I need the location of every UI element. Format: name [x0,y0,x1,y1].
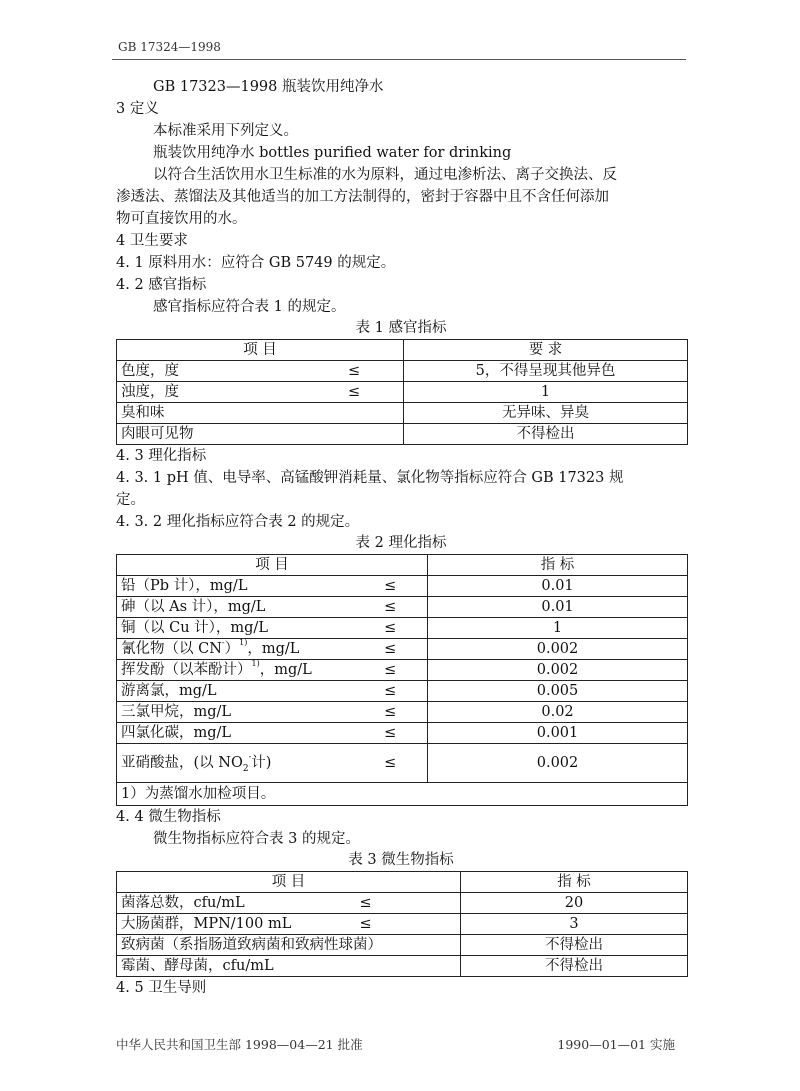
table-cell-operator: ≤ [354,744,428,783]
term-definition-heading: 瓶装饮用纯净水 bottles purified water for drinking [153,145,512,161]
table-2-physicochemical [116,554,688,806]
table-cell-operator: ≤ [354,639,428,660]
table-header-row [117,340,688,361]
definition-text-line-1: 以符合生活饮用水卫生标准的水为原料，通过电渗析法、离子交换法、反 [153,167,617,183]
table-1-caption: 表 1 感官指标 [355,320,447,336]
table-cell-item: 浊度，度 ≤ [117,382,404,403]
table-header-index: 指 标 [428,555,688,576]
section-4-2: 4. 2 感官指标 [116,277,207,293]
table-cell-operator: ≤ [354,914,461,935]
table-3-caption: 表 3 微生物指标 [348,852,454,868]
table-cell-value: 0.001 [428,723,688,744]
table-cell-value: 0.01 [428,576,688,597]
table-cell-value: 0.002 [428,660,688,681]
document-body [116,76,686,999]
table-row [117,382,688,403]
table-cell-value: 0.005 [428,681,688,702]
table-header-row [117,555,688,576]
section-4-4: 4. 4 微生物指标 [116,809,221,825]
table-2-caption: 表 2 理化指标 [355,535,447,551]
approval-footer: 中华人民共和国卫生部 1998—04—21 批准 [116,1037,363,1052]
table-row [117,681,688,702]
table-row [117,618,688,639]
table-row [117,702,688,723]
table-cell-value: 1 [428,618,688,639]
table-cell-item: 亚硝酸盐，(以 $NO_2^-$计) [117,744,354,783]
table-cell-value: 无异味、异臭 [404,403,688,424]
table-cell-item: 色度，度 ≤ [117,361,404,382]
table-row [117,914,688,935]
document-code-header: GB 17324—1998 [118,40,221,54]
section-4-1: 4. 1 原料用水：应符合 GB 5749 的规定。 [116,255,396,271]
table-3-microbiological [116,871,688,977]
table-header-item: 项 目 [117,555,428,576]
table-cell-operator: ≤ [354,893,461,914]
definition-text-line-2: 渗透法、蒸馏法及其他适当的加工方法制得的，密封于容器中且不含任何添加 [116,189,609,205]
table-cell-operator: ≤ [354,618,428,639]
table-row [117,744,688,783]
table-cell-item: 菌落总数，cfu/mL [117,893,354,914]
table-row [117,639,688,660]
table-cell-value: 0.01 [428,597,688,618]
table-cell-operator: ≤ [354,702,428,723]
table-header-row [117,872,688,893]
table-header-item: 项 目 [117,340,404,361]
table-cell-value: 20 [461,893,688,914]
section-4-2-text: 感官指标应符合表 1 的规定。 [153,299,346,315]
table-cell-operator: ≤ [354,597,428,618]
table-row [117,935,688,956]
table-row [117,893,688,914]
table-cell-value: 不得检出 [461,956,688,977]
table-cell-item: 氰化物（以 CN-）$^{1)}$，mg/L [117,639,354,660]
section-3-intro: 本标准采用下列定义。 [153,123,298,139]
header-rule [112,59,686,60]
table-cell-item: 铅（Pb 计），mg/L [117,576,354,597]
table-header-index: 指 标 [461,872,688,893]
table-cell-item: 肉眼可见物 [117,424,404,445]
table-cell-item: 臭和味 [117,403,404,424]
table-cell-operator: ≤ [354,576,428,597]
table-cell-item: 游离氯，mg/L [117,681,354,702]
implementation-footer: 1990—01—01 实施 [557,1037,675,1052]
section-4-title: 4 卫生要求 [116,233,188,249]
definition-text-line-3: 物可直接饮用的水。 [116,211,247,227]
table-footnote: 1）为蒸馏水加检项目。 [117,783,688,806]
table-cell-value: 不得检出 [404,424,688,445]
table-row [117,403,688,424]
table-cell-value: 1 [404,382,688,403]
table-cell-value: 不得检出 [461,935,688,956]
table-1-sensory [116,339,688,445]
section-4-3-2: 4. 3. 2 理化指标应符合表 2 的规定。 [116,514,360,530]
section-4-3: 4. 3 理化指标 [116,448,207,464]
table-cell-item: 铜（以 Cu 计），mg/L [117,618,354,639]
table-cell-value: 3 [461,914,688,935]
table-cell-value: 0.002 [428,639,688,660]
table-cell-operator: ≤ [354,660,428,681]
table-header-requirement: 要 求 [404,340,688,361]
table-cell-item: 三氯甲烷，mg/L [117,702,354,723]
table-cell-operator: ≤ [354,681,428,702]
table-cell-item: 挥发酚（以苯酚计）$^{1)}$，mg/L [117,660,354,681]
table-cell-operator: ≤ [354,723,428,744]
table-cell-item: 致病菌（系指肠道致病菌和致病性球菌） [117,935,461,956]
table-row [117,361,688,382]
table-row [117,660,688,681]
table-footnote-row [117,783,688,806]
table-cell-item: 霉菌、酵母菌，cfu/mL [117,956,461,977]
reference-standard: GB 17323—1998 瓶装饮用纯净水 [153,79,384,95]
table-cell-value: 0.002 [428,744,688,783]
table-row [117,576,688,597]
table-row [117,723,688,744]
section-3-title: 3 定义 [116,101,159,117]
section-4-3-1-line-1: 4. 3. 1 pH 值、电导率、高锰酸钾消耗量、氯化物等指标应符合 GB 17323 规 [116,470,624,486]
table-row [117,597,688,618]
section-4-4-text: 微生物指标应符合表 3 的规定。 [153,831,360,847]
section-4-3-1-line-2: 定。 [116,492,145,508]
table-cell-item: 四氯化碳，mg/L [117,723,354,744]
table-cell-value: 0.02 [428,702,688,723]
table-cell-item: 大肠菌群，MPN/100 mL [117,914,354,935]
table-cell-item: 砷（以 As 计），mg/L [117,597,354,618]
table-row [117,956,688,977]
table-row [117,424,688,445]
table-cell-value: 5，不得呈现其他异色 [404,361,688,382]
section-4-5: 4. 5 卫生导则 [116,980,207,996]
table-header-item: 项 目 [117,872,461,893]
